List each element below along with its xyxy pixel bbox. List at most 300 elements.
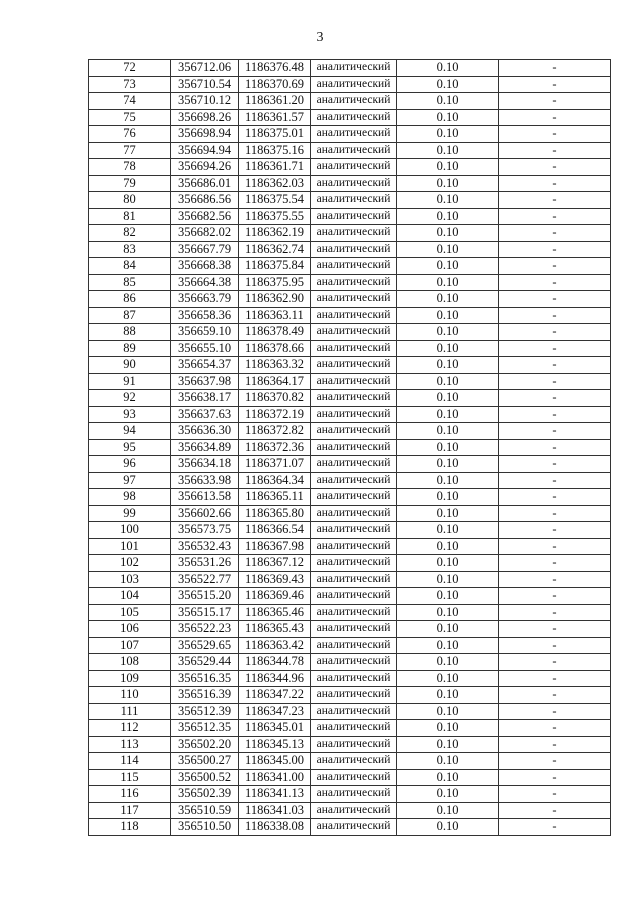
note-cell: - [499,769,611,786]
method-cell: аналитический [311,654,397,671]
table-row [89,274,611,291]
table-row [89,769,611,786]
x-coordinate-cell: 356698.94 [171,126,239,143]
y-coordinate-cell: 1186362.74 [239,241,311,258]
x-coordinate-cell: 356663.79 [171,291,239,308]
note-cell: - [499,291,611,308]
note-cell: - [499,390,611,407]
method-cell: аналитический [311,736,397,753]
y-coordinate-cell: 1186344.96 [239,670,311,687]
y-coordinate-cell: 1186361.57 [239,109,311,126]
x-coordinate-cell: 356529.44 [171,654,239,671]
note-cell: - [499,93,611,110]
x-coordinate-cell: 356500.52 [171,769,239,786]
accuracy-cell: 0.10 [397,373,499,390]
note-cell: - [499,538,611,555]
table-row [89,555,611,572]
y-coordinate-cell: 1186347.23 [239,703,311,720]
point-number-cell: 110 [89,687,171,704]
y-coordinate-cell: 1186347.22 [239,687,311,704]
point-number-cell: 84 [89,258,171,275]
accuracy-cell: 0.10 [397,621,499,638]
accuracy-cell: 0.10 [397,753,499,770]
x-coordinate-cell: 356613.58 [171,489,239,506]
note-cell: - [499,76,611,93]
table-row [89,621,611,638]
accuracy-cell: 0.10 [397,571,499,588]
point-number-cell: 78 [89,159,171,176]
y-coordinate-cell: 1186365.80 [239,505,311,522]
point-number-cell: 117 [89,802,171,819]
method-cell: аналитический [311,390,397,407]
method-cell: аналитический [311,670,397,687]
x-coordinate-cell: 356637.63 [171,406,239,423]
y-coordinate-cell: 1186375.95 [239,274,311,291]
table-row [89,109,611,126]
x-coordinate-cell: 356531.26 [171,555,239,572]
method-cell: аналитический [311,538,397,555]
accuracy-cell: 0.10 [397,439,499,456]
accuracy-cell: 0.10 [397,687,499,704]
method-cell: аналитический [311,324,397,341]
table-row [89,687,611,704]
method-cell: аналитический [311,175,397,192]
table-row [89,258,611,275]
method-cell: аналитический [311,76,397,93]
note-cell: - [499,786,611,803]
x-coordinate-cell: 356655.10 [171,340,239,357]
note-cell: - [499,687,611,704]
point-number-cell: 98 [89,489,171,506]
method-cell: аналитический [311,720,397,737]
accuracy-cell: 0.10 [397,109,499,126]
method-cell: аналитический [311,357,397,374]
x-coordinate-cell: 356515.17 [171,604,239,621]
table-row [89,175,611,192]
x-coordinate-cell: 356654.37 [171,357,239,374]
point-number-cell: 100 [89,522,171,539]
y-coordinate-cell: 1186375.01 [239,126,311,143]
table-row [89,192,611,209]
note-cell: - [499,720,611,737]
y-coordinate-cell: 1186363.11 [239,307,311,324]
accuracy-cell: 0.10 [397,307,499,324]
point-number-cell: 108 [89,654,171,671]
x-coordinate-cell: 356522.77 [171,571,239,588]
table-row [89,802,611,819]
note-cell: - [499,703,611,720]
accuracy-cell: 0.10 [397,225,499,242]
point-number-cell: 75 [89,109,171,126]
method-cell: аналитический [311,60,397,77]
table-row [89,505,611,522]
accuracy-cell: 0.10 [397,159,499,176]
method-cell: аналитический [311,225,397,242]
y-coordinate-cell: 1186362.03 [239,175,311,192]
note-cell: - [499,588,611,605]
point-number-cell: 79 [89,175,171,192]
y-coordinate-cell: 1186341.00 [239,769,311,786]
table-row [89,291,611,308]
method-cell: аналитический [311,159,397,176]
x-coordinate-cell: 356634.18 [171,456,239,473]
method-cell: аналитический [311,802,397,819]
x-coordinate-cell: 356698.26 [171,109,239,126]
note-cell: - [499,192,611,209]
note-cell: - [499,472,611,489]
x-coordinate-cell: 356516.35 [171,670,239,687]
y-coordinate-cell: 1186344.78 [239,654,311,671]
y-coordinate-cell: 1186365.43 [239,621,311,638]
table-row [89,588,611,605]
x-coordinate-cell: 356658.36 [171,307,239,324]
x-coordinate-cell: 356667.79 [171,241,239,258]
x-coordinate-cell: 356512.35 [171,720,239,737]
x-coordinate-cell: 356668.38 [171,258,239,275]
point-number-cell: 91 [89,373,171,390]
y-coordinate-cell: 1186369.46 [239,588,311,605]
y-coordinate-cell: 1186363.42 [239,637,311,654]
x-coordinate-cell: 356686.01 [171,175,239,192]
method-cell: аналитический [311,439,397,456]
table-row [89,571,611,588]
x-coordinate-cell: 356638.17 [171,390,239,407]
table-row [89,637,611,654]
accuracy-cell: 0.10 [397,703,499,720]
method-cell: аналитический [311,819,397,836]
method-cell: аналитический [311,637,397,654]
y-coordinate-cell: 1186363.32 [239,357,311,374]
note-cell: - [499,736,611,753]
x-coordinate-cell: 356694.26 [171,159,239,176]
note-cell: - [499,753,611,770]
note-cell: - [499,621,611,638]
x-coordinate-cell: 356502.39 [171,786,239,803]
note-cell: - [499,670,611,687]
point-number-cell: 103 [89,571,171,588]
accuracy-cell: 0.10 [397,538,499,555]
note-cell: - [499,258,611,275]
point-number-cell: 83 [89,241,171,258]
accuracy-cell: 0.10 [397,456,499,473]
x-coordinate-cell: 356522.23 [171,621,239,638]
accuracy-cell: 0.10 [397,489,499,506]
point-number-cell: 112 [89,720,171,737]
method-cell: аналитический [311,588,397,605]
x-coordinate-cell: 356515.20 [171,588,239,605]
x-coordinate-cell: 356682.02 [171,225,239,242]
table-row [89,357,611,374]
point-number-cell: 95 [89,439,171,456]
accuracy-cell: 0.10 [397,786,499,803]
coordinates-table-body [89,60,611,836]
accuracy-cell: 0.10 [397,340,499,357]
y-coordinate-cell: 1186364.17 [239,373,311,390]
x-coordinate-cell: 356682.56 [171,208,239,225]
table-row [89,703,611,720]
y-coordinate-cell: 1186378.66 [239,340,311,357]
y-coordinate-cell: 1186376.48 [239,60,311,77]
x-coordinate-cell: 356659.10 [171,324,239,341]
note-cell: - [499,208,611,225]
note-cell: - [499,175,611,192]
accuracy-cell: 0.10 [397,769,499,786]
y-coordinate-cell: 1186371.07 [239,456,311,473]
point-number-cell: 88 [89,324,171,341]
table-row [89,604,611,621]
accuracy-cell: 0.10 [397,390,499,407]
point-number-cell: 101 [89,538,171,555]
x-coordinate-cell: 356636.30 [171,423,239,440]
method-cell: аналитический [311,126,397,143]
point-number-cell: 72 [89,60,171,77]
accuracy-cell: 0.10 [397,555,499,572]
point-number-cell: 85 [89,274,171,291]
table-row [89,423,611,440]
y-coordinate-cell: 1186375.55 [239,208,311,225]
y-coordinate-cell: 1186372.19 [239,406,311,423]
note-cell: - [499,489,611,506]
note-cell: - [499,505,611,522]
table-row [89,76,611,93]
point-number-cell: 90 [89,357,171,374]
y-coordinate-cell: 1186361.71 [239,159,311,176]
method-cell: аналитический [311,340,397,357]
note-cell: - [499,654,611,671]
table-row [89,522,611,539]
accuracy-cell: 0.10 [397,522,499,539]
point-number-cell: 107 [89,637,171,654]
note-cell: - [499,802,611,819]
x-coordinate-cell: 356510.59 [171,802,239,819]
method-cell: аналитический [311,93,397,110]
note-cell: - [499,406,611,423]
x-coordinate-cell: 356712.06 [171,60,239,77]
accuracy-cell: 0.10 [397,324,499,341]
note-cell: - [499,126,611,143]
accuracy-cell: 0.10 [397,802,499,819]
method-cell: аналитический [311,472,397,489]
y-coordinate-cell: 1186362.90 [239,291,311,308]
note-cell: - [499,357,611,374]
table-row [89,489,611,506]
point-number-cell: 115 [89,769,171,786]
y-coordinate-cell: 1186375.16 [239,142,311,159]
table-row [89,753,611,770]
accuracy-cell: 0.10 [397,208,499,225]
method-cell: аналитический [311,687,397,704]
table-row [89,720,611,737]
y-coordinate-cell: 1186365.46 [239,604,311,621]
method-cell: аналитический [311,769,397,786]
x-coordinate-cell: 356686.56 [171,192,239,209]
accuracy-cell: 0.10 [397,637,499,654]
point-number-cell: 118 [89,819,171,836]
table-row [89,93,611,110]
accuracy-cell: 0.10 [397,604,499,621]
table-row [89,390,611,407]
accuracy-cell: 0.10 [397,588,499,605]
y-coordinate-cell: 1186365.11 [239,489,311,506]
point-number-cell: 99 [89,505,171,522]
point-number-cell: 106 [89,621,171,638]
accuracy-cell: 0.10 [397,60,499,77]
y-coordinate-cell: 1186366.54 [239,522,311,539]
method-cell: аналитический [311,241,397,258]
point-number-cell: 116 [89,786,171,803]
y-coordinate-cell: 1186367.98 [239,538,311,555]
x-coordinate-cell: 356602.66 [171,505,239,522]
y-coordinate-cell: 1186372.36 [239,439,311,456]
note-cell: - [499,159,611,176]
y-coordinate-cell: 1186378.49 [239,324,311,341]
y-coordinate-cell: 1186364.34 [239,472,311,489]
x-coordinate-cell: 356694.94 [171,142,239,159]
accuracy-cell: 0.10 [397,819,499,836]
accuracy-cell: 0.10 [397,423,499,440]
method-cell: аналитический [311,142,397,159]
y-coordinate-cell: 1186370.82 [239,390,311,407]
table-row [89,241,611,258]
method-cell: аналитический [311,753,397,770]
accuracy-cell: 0.10 [397,505,499,522]
method-cell: аналитический [311,109,397,126]
method-cell: аналитический [311,604,397,621]
x-coordinate-cell: 356510.50 [171,819,239,836]
x-coordinate-cell: 356664.38 [171,274,239,291]
x-coordinate-cell: 356633.98 [171,472,239,489]
point-number-cell: 97 [89,472,171,489]
method-cell: аналитический [311,555,397,572]
accuracy-cell: 0.10 [397,472,499,489]
y-coordinate-cell: 1186375.54 [239,192,311,209]
x-coordinate-cell: 356532.43 [171,538,239,555]
point-number-cell: 94 [89,423,171,440]
accuracy-cell: 0.10 [397,241,499,258]
method-cell: аналитический [311,406,397,423]
note-cell: - [499,439,611,456]
method-cell: аналитический [311,307,397,324]
note-cell: - [499,60,611,77]
x-coordinate-cell: 356573.75 [171,522,239,539]
method-cell: аналитический [311,703,397,720]
accuracy-cell: 0.10 [397,126,499,143]
accuracy-cell: 0.10 [397,654,499,671]
table-row [89,208,611,225]
y-coordinate-cell: 1186362.19 [239,225,311,242]
note-cell: - [499,109,611,126]
y-coordinate-cell: 1186338.08 [239,819,311,836]
point-number-cell: 93 [89,406,171,423]
table-row [89,159,611,176]
point-number-cell: 111 [89,703,171,720]
point-number-cell: 104 [89,588,171,605]
accuracy-cell: 0.10 [397,736,499,753]
table-row [89,60,611,77]
note-cell: - [499,324,611,341]
method-cell: аналитический [311,786,397,803]
table-row [89,307,611,324]
table-row [89,439,611,456]
page-number: 3 [316,30,324,45]
note-cell: - [499,423,611,440]
accuracy-cell: 0.10 [397,274,499,291]
table-row [89,126,611,143]
point-number-cell: 87 [89,307,171,324]
x-coordinate-cell: 356710.12 [171,93,239,110]
table-row [89,736,611,753]
x-coordinate-cell: 356529.65 [171,637,239,654]
accuracy-cell: 0.10 [397,76,499,93]
point-number-cell: 105 [89,604,171,621]
y-coordinate-cell: 1186367.12 [239,555,311,572]
y-coordinate-cell: 1186345.01 [239,720,311,737]
point-number-cell: 114 [89,753,171,770]
point-number-cell: 73 [89,76,171,93]
point-number-cell: 77 [89,142,171,159]
method-cell: аналитический [311,489,397,506]
method-cell: аналитический [311,621,397,638]
accuracy-cell: 0.10 [397,142,499,159]
x-coordinate-cell: 356512.39 [171,703,239,720]
note-cell: - [499,373,611,390]
x-coordinate-cell: 356502.20 [171,736,239,753]
method-cell: аналитический [311,571,397,588]
table-row [89,670,611,687]
accuracy-cell: 0.10 [397,670,499,687]
point-number-cell: 74 [89,93,171,110]
table-row [89,324,611,341]
point-number-cell: 82 [89,225,171,242]
y-coordinate-cell: 1186341.13 [239,786,311,803]
x-coordinate-cell: 356500.27 [171,753,239,770]
y-coordinate-cell: 1186372.82 [239,423,311,440]
accuracy-cell: 0.10 [397,291,499,308]
method-cell: аналитический [311,291,397,308]
point-number-cell: 89 [89,340,171,357]
point-number-cell: 76 [89,126,171,143]
table-row [89,340,611,357]
note-cell: - [499,637,611,654]
accuracy-cell: 0.10 [397,258,499,275]
note-cell: - [499,241,611,258]
method-cell: аналитический [311,505,397,522]
method-cell: аналитический [311,274,397,291]
table-row [89,456,611,473]
accuracy-cell: 0.10 [397,406,499,423]
point-number-cell: 109 [89,670,171,687]
x-coordinate-cell: 356637.98 [171,373,239,390]
note-cell: - [499,555,611,572]
table-row [89,406,611,423]
note-cell: - [499,604,611,621]
coordinates-table [88,59,611,836]
y-coordinate-cell: 1186341.03 [239,802,311,819]
table-row [89,142,611,159]
method-cell: аналитический [311,456,397,473]
table-row [89,225,611,242]
method-cell: аналитический [311,373,397,390]
y-coordinate-cell: 1186375.84 [239,258,311,275]
point-number-cell: 96 [89,456,171,473]
note-cell: - [499,307,611,324]
x-coordinate-cell: 356516.39 [171,687,239,704]
note-cell: - [499,456,611,473]
y-coordinate-cell: 1186345.00 [239,753,311,770]
method-cell: аналитический [311,522,397,539]
method-cell: аналитический [311,258,397,275]
method-cell: аналитический [311,192,397,209]
